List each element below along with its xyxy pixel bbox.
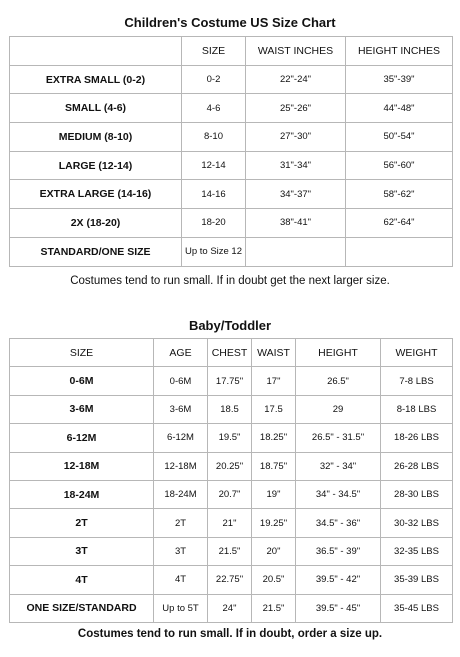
- table-cell: 50"-54": [346, 123, 453, 152]
- header-cell: SIZE: [182, 37, 246, 66]
- table-cell: 39.5" - 45": [296, 594, 381, 622]
- table-cell: 18-20: [182, 209, 246, 238]
- table-cell: 32-35 LBS: [381, 537, 453, 565]
- table-row: [10, 395, 453, 423]
- table-cell: 14-16: [182, 180, 246, 209]
- table-header-row: [10, 339, 453, 367]
- table-row: [10, 367, 453, 395]
- table-row: [10, 594, 453, 622]
- table-row: [10, 566, 453, 594]
- table-cell: 17.5: [252, 395, 296, 423]
- table-cell: 32" - 34": [296, 452, 381, 480]
- header-cell: WAIST INCHES: [246, 37, 346, 66]
- row-label-cell: EXTRA LARGE (14-16): [10, 180, 182, 209]
- table-cell: 4T: [154, 566, 208, 594]
- us-chart-title: Children's Costume US Size Chart: [124, 15, 336, 30]
- table-cell: 2T: [154, 509, 208, 537]
- table-cell: Up to Size 12: [182, 237, 246, 266]
- us-chart-note: Costumes tend to run small. If in doubt get the next larger size.: [70, 275, 390, 287]
- header-cell: WEIGHT: [381, 339, 453, 367]
- table-cell: 34" - 34.5": [296, 480, 381, 508]
- table-cell: 21.5": [252, 594, 296, 622]
- table-cell: Up to 5T: [154, 594, 208, 622]
- table-row: [10, 209, 453, 238]
- us-size-table: [9, 36, 453, 267]
- table-cell: 35"-39": [346, 65, 453, 94]
- table-cell: 58"-62": [346, 180, 453, 209]
- table-cell: 34"-37": [246, 180, 346, 209]
- table-cell: 18.25": [252, 424, 296, 452]
- row-label-cell: MEDIUM (8-10): [10, 123, 182, 152]
- header-cell: WAIST: [252, 339, 296, 367]
- table-cell: 7-8 LBS: [381, 367, 453, 395]
- table-row: [10, 452, 453, 480]
- table-cell: 19": [252, 480, 296, 508]
- table-row: [10, 180, 453, 209]
- row-label-cell: 12-18M: [10, 452, 154, 480]
- header-cell: CHEST: [208, 339, 252, 367]
- row-label-cell: 0-6M: [10, 367, 154, 395]
- table-cell: [346, 237, 453, 266]
- table-cell: 20": [252, 537, 296, 565]
- row-label-cell: 2T: [10, 509, 154, 537]
- table-cell: 28-30 LBS: [381, 480, 453, 508]
- row-label-cell: ONE SIZE/STANDARD: [10, 594, 154, 622]
- table-cell: 21.5": [208, 537, 252, 565]
- baby-size-table: [9, 338, 453, 623]
- table-cell: 18.5: [208, 395, 252, 423]
- table-cell: 8-10: [182, 123, 246, 152]
- table-cell: 0-6M: [154, 367, 208, 395]
- table-cell: 38"-41": [246, 209, 346, 238]
- table-cell: 12-18M: [154, 452, 208, 480]
- row-label-cell: LARGE (12-14): [10, 151, 182, 180]
- table-cell: 6-12M: [154, 424, 208, 452]
- table-row: [10, 509, 453, 537]
- table-cell: 18-24M: [154, 480, 208, 508]
- row-label-cell: 6-12M: [10, 424, 154, 452]
- table-cell: 26.5" - 31.5": [296, 424, 381, 452]
- table-cell: 22"-24": [246, 65, 346, 94]
- table-cell: 18-26 LBS: [381, 424, 453, 452]
- table-cell: 8-18 LBS: [381, 395, 453, 423]
- table-cell: 35-39 LBS: [381, 566, 453, 594]
- table-row: [10, 537, 453, 565]
- table-cell: 20.7": [208, 480, 252, 508]
- table-cell: 4-6: [182, 94, 246, 123]
- row-label-cell: 18-24M: [10, 480, 154, 508]
- table-row: [10, 94, 453, 123]
- table-cell: 31"-34": [246, 151, 346, 180]
- header-cell: AGE: [154, 339, 208, 367]
- table-cell: 19.5": [208, 424, 252, 452]
- table-cell: 25"-26": [246, 94, 346, 123]
- baby-chart-title: Baby/Toddler: [188, 318, 272, 333]
- table-cell: 22.75": [208, 566, 252, 594]
- baby-chart-note: Costumes tend to run small. If in doubt, order a size up.: [77, 628, 383, 640]
- table-cell: 12-14: [182, 151, 246, 180]
- table-cell: 62"-64": [346, 209, 453, 238]
- table-cell: 19.25": [252, 509, 296, 537]
- table-cell: 34.5" - 36": [296, 509, 381, 537]
- table-row: [10, 151, 453, 180]
- table-cell: 3-6M: [154, 395, 208, 423]
- row-label-cell: 4T: [10, 566, 154, 594]
- table-cell: 35-45 LBS: [381, 594, 453, 622]
- table-row: [10, 424, 453, 452]
- header-cell: SIZE: [10, 339, 154, 367]
- table-cell: 36.5" - 39": [296, 537, 381, 565]
- table-cell: 17.75": [208, 367, 252, 395]
- table-cell: 27"-30": [246, 123, 346, 152]
- header-cell: HEIGHT INCHES: [346, 37, 453, 66]
- row-label-cell: STANDARD/ONE SIZE: [10, 237, 182, 266]
- table-row: [10, 237, 453, 266]
- table-cell: 56"-60": [346, 151, 453, 180]
- table-cell: 0-2: [182, 65, 246, 94]
- table-cell: 26-28 LBS: [381, 452, 453, 480]
- table-cell: 26.5": [296, 367, 381, 395]
- table-cell: 24": [208, 594, 252, 622]
- table-cell: 3T: [154, 537, 208, 565]
- table-cell: 44"-48": [346, 94, 453, 123]
- table-header-row: [10, 37, 453, 66]
- table-row: [10, 65, 453, 94]
- table-cell: 21": [208, 509, 252, 537]
- row-label-cell: 3T: [10, 537, 154, 565]
- table-cell: 39.5" - 42": [296, 566, 381, 594]
- table-cell: 18.75": [252, 452, 296, 480]
- table-cell: [246, 237, 346, 266]
- row-label-cell: EXTRA SMALL (0-2): [10, 65, 182, 94]
- table-cell: 20.25": [208, 452, 252, 480]
- table-row: [10, 480, 453, 508]
- row-label-cell: 3-6M: [10, 395, 154, 423]
- row-label-cell: 2X (18-20): [10, 209, 182, 238]
- row-label-cell: SMALL (4-6): [10, 94, 182, 123]
- table-cell: 30-32 LBS: [381, 509, 453, 537]
- table-cell: 29: [296, 395, 381, 423]
- table-row: [10, 123, 453, 152]
- table-cell: 20.5": [252, 566, 296, 594]
- header-cell: [10, 37, 182, 66]
- table-cell: 17": [252, 367, 296, 395]
- header-cell: HEIGHT: [296, 339, 381, 367]
